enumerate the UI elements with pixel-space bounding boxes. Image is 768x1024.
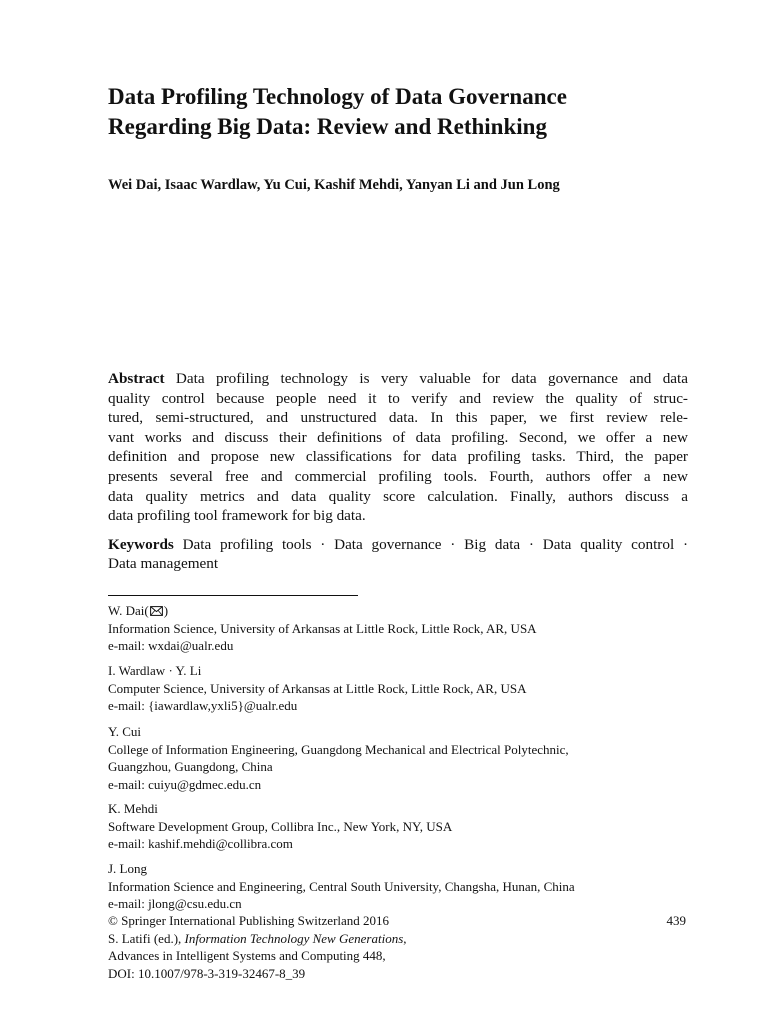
affiliation-line: Computer Science, University of Arkansas at Little Rock, Little Rock, AR, USA (108, 680, 527, 696)
abstract-line-1: Abstract Data profiling technology is very valuable for data governance and data (108, 370, 688, 387)
affiliation-email: e-mail: kashif.mehdi@collibra.com (108, 836, 293, 851)
doi-line: DOI: 10.1007/978-3-319-32467-8_39 (108, 965, 306, 981)
keywords-line-1: Keywords Data profiling tools · Data governance · Big data · Data quality control · (108, 536, 689, 553)
affiliation-mehdi (108, 800, 688, 853)
abstract-line-5: definition and propose new classifications for data profiling tasks. Third, the paper (108, 448, 688, 466)
affiliation-name: K. Mehdi (108, 801, 158, 816)
affiliation-line: Information Science and Engineering, Central South University, Changsha, Hunan, China (108, 878, 575, 894)
affiliation-wardlaw-li (108, 662, 688, 715)
affiliation-email: e-mail: jlong@csu.edu.cn (108, 896, 242, 911)
series-line: Advances in Intelligent Systems and Computing 448, (108, 948, 386, 963)
envelope-icon[interactable] (150, 606, 163, 616)
abstract-line-7: data quality metrics and data quality score calculation. Finally, authors discuss a (108, 487, 688, 505)
abstract-line-6: presents several free and commercial profiling tools. Fourth, authors offer a new (108, 467, 688, 485)
affiliation-line: Information Science, University of Arkansas at Little Rock, Little Rock, AR, USA (108, 620, 537, 636)
book-title: Information Technology New Generations (184, 930, 404, 946)
publication-footer (108, 912, 688, 982)
affiliation-name: Y. Cui (108, 724, 141, 739)
abstract-label: Abstract (108, 370, 165, 387)
paper-title (108, 82, 708, 142)
affiliation-line: College of Information Engineering, Guangdong Mechanical and Electrical Polytechnic, (108, 741, 569, 757)
keywords (108, 535, 688, 573)
abstract-line-2: quality control because people need it to verify and review the quality of struc- (108, 389, 688, 407)
keywords-label: Keywords (108, 536, 174, 553)
affiliation-name: J. Long (108, 861, 147, 876)
abstract-line-3: tured, semi-structured, and unstructured data. In this paper, we first review rele- (108, 409, 688, 427)
affiliation-name: W. Dai( ) (108, 603, 169, 618)
page-number: 439 (666, 913, 686, 928)
affiliation-line: Guangzhou, Guangdong, China (108, 759, 273, 774)
affiliation-dai (108, 602, 688, 655)
title-line-1: Data Profiling Technology of Data Governance (108, 84, 567, 109)
affiliation-email: e-mail: {iawardlaw,yxli5}@ualr.edu (108, 698, 298, 713)
abstract (108, 369, 688, 526)
affiliation-name: I. Wardlaw · Y. Li (108, 663, 202, 678)
abstract-line-8: data profiling tool framework for big data. (108, 507, 366, 525)
affiliation-email: e-mail: cuiyu@gdmec.edu.cn (108, 776, 262, 792)
footnote-rule (108, 595, 358, 596)
copyright-line: © Springer International Publishing Switzerland 2016 (108, 913, 390, 928)
abstract-line-4: vant works and discuss their definitions of data profiling. Second, we offer a new (108, 428, 688, 446)
keywords-line-2: Data management (108, 555, 219, 572)
affiliation-email: e-mail: wxdai@ualr.edu (108, 638, 234, 653)
author-list: Wei Dai, Isaac Wardlaw, Yu Cui, Kashif Mehdi, Yanyan Li and Jun Long (108, 177, 560, 193)
editor-line: S. Latifi (ed.), Information Technology New Generations, (108, 930, 407, 946)
affiliation-long (108, 860, 688, 913)
affiliation-line: Software Development Group, Collibra Inc., New York, NY, USA (108, 818, 453, 834)
title-line-2: Regarding Big Data: Review and Rethinking (108, 114, 547, 139)
affiliation-cui (108, 723, 688, 793)
